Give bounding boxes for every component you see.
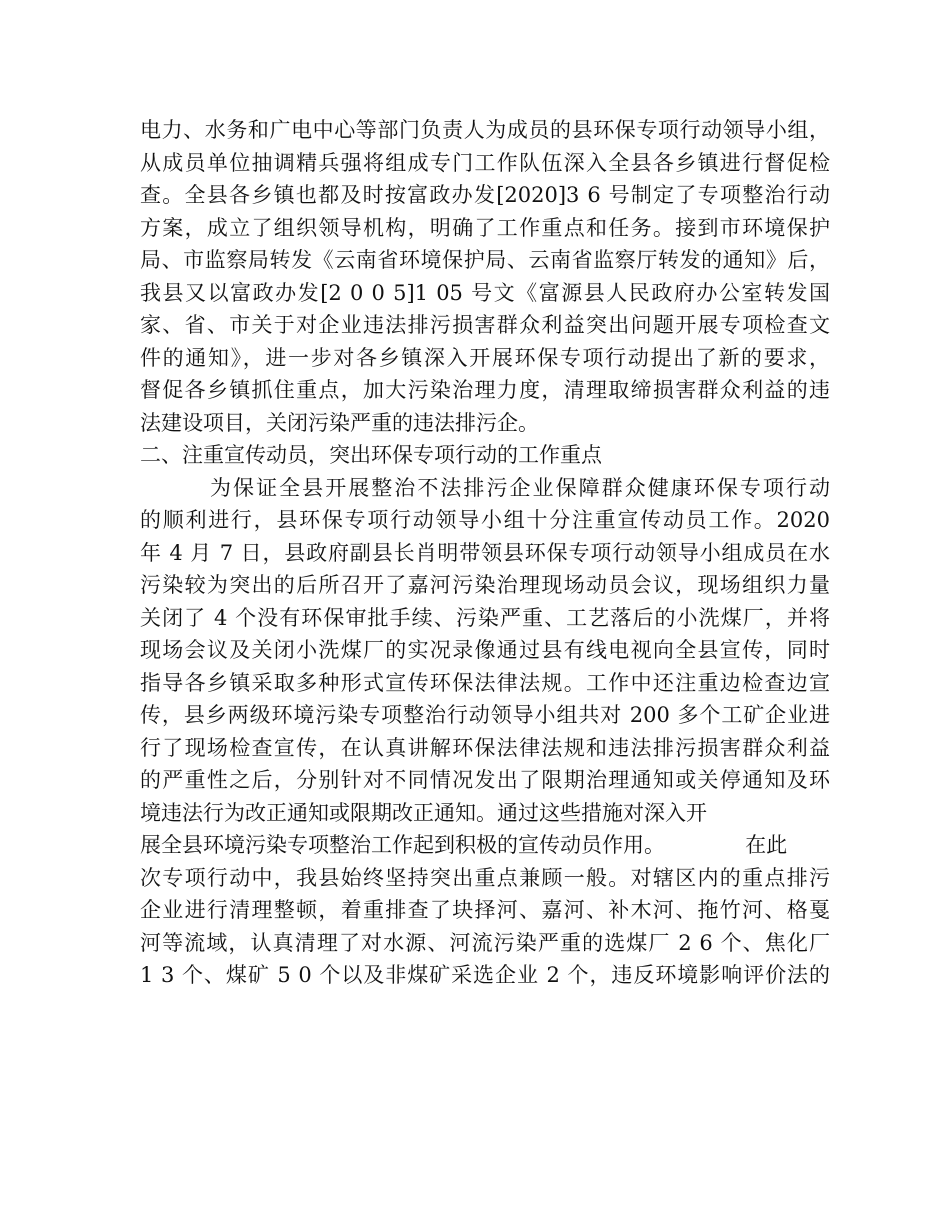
text-line: 方案，成立了组织领导机构，明确了工作重点和任务。接到市环境保护 — [140, 215, 830, 240]
text-line: 现场会议及关闭小洗煤厂的实况录像通过县有线电视向全县宣传，同时 — [140, 638, 830, 662]
paragraph-1 — [140, 114, 830, 439]
text-line: 关闭了 4 个没有环保审批手续、污染严重、工艺落后的小洗煤厂，并将 — [140, 605, 830, 630]
text-line: 次专项行动中，我县始终坚持突出重点兼顾一般。对辖区内的重点排污 — [140, 865, 830, 890]
text-line: 督促各乡镇抓住重点，加大污染治理力度，清理取缔损害群众利益的违 — [140, 378, 830, 402]
text-line: 年 4 月 7 日，县政府副县长肖明带领县环保专项行动领导小组成员在水 — [140, 540, 830, 565]
text-line: 查。全县各乡镇也都及时按富政办发[2020]3 6 号制定了专项整治行动 — [140, 183, 830, 207]
text-line: 家、省、市关于对企业违法排污损害群众利益突出问题开展专项检查文 — [140, 313, 830, 337]
text-line: 从成员单位抽调精兵强将组成专门工作队伍深入全县各乡镇进行督促检 — [140, 150, 830, 175]
paragraph-2 — [140, 472, 830, 992]
text-line: 的顺利进行，县环保专项行动领导小组十分注重宣传动员工作。2020 — [140, 508, 830, 532]
text-line: 指导各乡镇采取多种形式宣传环保法律法规。工作中还注重边检查边宣 — [140, 670, 830, 695]
text-line: 行了现场检查宣传，在认真讲解环保法律法规和违法排污损害群众利益 — [140, 735, 830, 760]
text-line: 件的通知》，进一步对各乡镇深入开展环保专项行动提出了新的要求， — [140, 345, 830, 370]
text-line: 境违法行为改正通知或限期改正通知。通过这些措施对深入开 — [140, 800, 707, 825]
section-heading: 二、注重宣传动员，突出环保专项行动的工作重点 — [140, 443, 602, 467]
document-body — [140, 114, 830, 992]
text-line: 我县又以富政办发[2 0 0 5]1 05 号文《富源县人民政府办公室转发国 — [140, 280, 830, 305]
text-line: 的严重性之后，分别针对不同情况发出了限期治理通知或关停通知及环 — [140, 768, 830, 792]
text-line: 污染较为突出的后所召开了嘉河污染治理现场动员会议，现场组织力量 — [140, 573, 830, 597]
text-line: 展全县环境污染专项整治工作起到积极的宣传动员作用。 在此 — [140, 833, 788, 857]
text-line: 企业进行清理整顿，着重排查了块择河、嘉河、补木河、拖竹河、格戛 — [140, 898, 830, 922]
text-line: 传，县乡两级环境污染专项整治行动领导小组共对 200 多个工矿企业进 — [140, 703, 830, 727]
text-line: 法建设项目，关闭污染严重的违法排污企。 — [140, 410, 539, 435]
text-line: 局、市监察局转发《云南省环境保护局、云南省监察厅转发的通知》后， — [140, 248, 830, 272]
text-line: 1 3 个、煤矿 5 0 个以及非煤矿采选企业 2 个，违反环境影响评价法的 — [140, 963, 830, 987]
text-line: 为保证全县开展整治不法排污企业保障群众健康环保专项行动 — [210, 475, 830, 500]
text-line: 电力、水务和广电中心等部门负责人为成员的县环保专项行动领导小组， — [140, 118, 830, 142]
text-line: 河等流域，认真清理了对水源、河流污染严重的选煤厂 2 6 个、焦化厂 — [140, 930, 830, 955]
